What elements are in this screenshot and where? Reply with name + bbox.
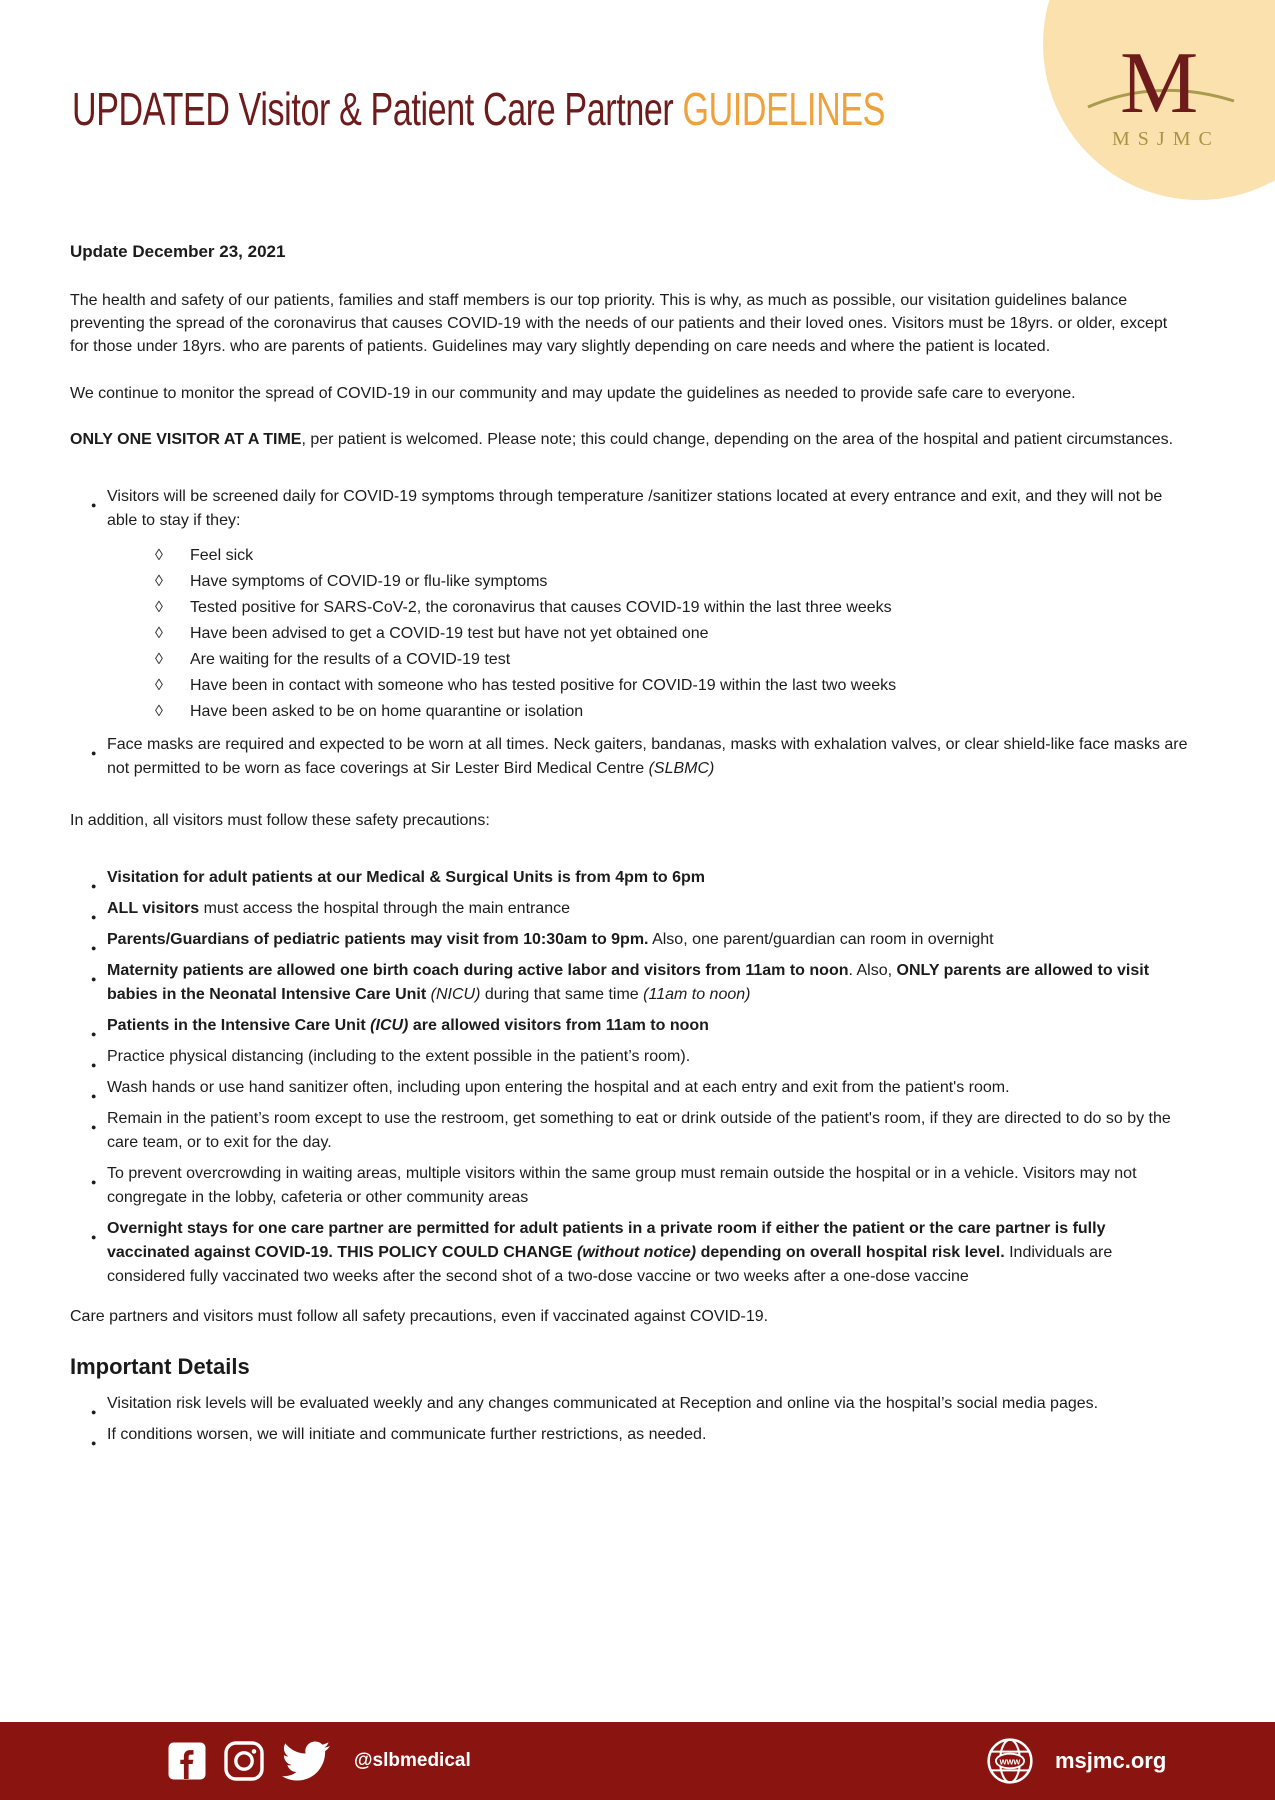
screening-bullet-list	[70, 485, 1190, 533]
text-run: Practice physical distancing (including to the extent possible in the patient’s room).	[107, 1048, 691, 1065]
intro-paragraph-1: The health and safety of our patients, families and staff members is our top priority. This is why, as much as possible, our visitation guidelines balance preventing the spread of the coronavirus that causes COVID-19 with the needs of our patients and their loved ones. Visitors must be 18yrs. or older, except for those under 18yrs. who are parents of patients. Guidelines may vary slightly depending on care needs and where the patient is located.	[70, 292, 1168, 355]
text-run: Remain in the patient’s room except to use the restroom, get something to eat or drink outside of the patient's room, if they are directed to do so by the care team, or to exit for the day.	[107, 1110, 1171, 1151]
page-title-main: UPDATED Visitor & Patient Care Partner	[72, 83, 683, 135]
list-item	[70, 897, 1190, 921]
page-title	[72, 84, 885, 135]
text-run: during that same time	[480, 986, 644, 1003]
website-link-group	[985, 1736, 1166, 1786]
list-item: ● Visitation risk levels will be evaluated weekly and any changes communicated at Reception and online via the hospital’s social media pages.	[70, 1392, 1190, 1416]
document-header	[0, 0, 1275, 200]
text-run: (ICU)	[370, 1017, 409, 1034]
list-item: ◊ Have symptoms of COVID-19 or flu-like symptoms	[70, 569, 1190, 595]
globe-www-label: www	[999, 1756, 1021, 1767]
text-run: Maternity patients are allowed one birth coach during active labor and visitors from 11am to noon	[107, 962, 849, 979]
text-run: Also, one parent/guardian can room in overnight	[648, 931, 994, 948]
list-item: ◊ Are waiting for the results of a COVID-19 test	[70, 647, 1190, 673]
care-partners-note: Care partners and visitors must follow all safety precautions, even if vaccinated against COVID-19.	[70, 1308, 769, 1325]
website-url[interactable]: msjmc.org	[1055, 1748, 1167, 1773]
social-links	[168, 1741, 471, 1781]
update-date-heading: Update December 23, 2021	[70, 242, 286, 261]
list-item	[70, 1107, 1190, 1155]
text-run: Face masks are required and expected to be worn at all times. Neck gaiters, bandanas, masks with exhalation valves, or clear shield-like face masks are not permitted to be worn as face coverings at Sir Lester Bird Medical Centre	[107, 736, 1188, 777]
one-visitor-policy-paragraph	[70, 428, 1190, 451]
screening-bullet: ● Visitors will be screened daily for COVID-19 symptoms through temperature /sanitizer stations located at every entrance and exit, and they will not be able to stay if they:	[70, 485, 1190, 533]
text-run: (11am to noon)	[643, 986, 751, 1003]
text-run: Wash hands or use hand sanitizer often, including upon entering the hospital and at each entry and exit from the patient's room.	[107, 1079, 1010, 1096]
important-details-heading: Important Details	[70, 1354, 250, 1379]
text-run: depending on overall hospital risk level.	[696, 1244, 1005, 1261]
text-run: ALL visitors	[107, 900, 200, 917]
text-run: (without notice)	[577, 1244, 697, 1261]
precautions-intro: In addition, all visitors must follow these safety precautions:	[70, 812, 490, 829]
text-run: are allowed visitors from 11am to noon	[408, 1017, 709, 1034]
text-run: . Also,	[848, 962, 897, 979]
mask-policy-list	[70, 733, 1190, 781]
list-item: ● If conditions worsen, we will initiate and communicate further restrictions, as needed.	[70, 1423, 1190, 1447]
instagram-icon[interactable]	[224, 1741, 264, 1781]
text-run: , per patient is welcomed. Please note; this could change, depending on the area of the hospital and patient circumstances.	[301, 431, 1174, 448]
list-item	[70, 866, 1190, 890]
msjmc-logo-text: MSJMC	[1112, 128, 1220, 150]
list-item	[70, 1217, 1190, 1289]
document-body	[0, 200, 1275, 1722]
list-item: ◊ Have been asked to be on home quarantine or isolation	[70, 699, 1190, 725]
list-item	[70, 959, 1190, 1007]
msjmc-monogram: M	[1120, 35, 1199, 132]
text-run: (NICU)	[430, 986, 481, 1003]
text-run: ONLY ONE VISITOR AT A TIME	[70, 431, 302, 448]
precautions-list	[70, 866, 1190, 1289]
globe-icon[interactable]	[985, 1736, 1035, 1786]
list-item: ◊ Tested positive for SARS-CoV-2, the coronavirus that causes COVID-19 within the last three weeks	[70, 595, 1190, 621]
text-run: Individuals are considered fully vaccinated two weeks after the second shot of a two-dose vaccine or two weeks after a one-dose vaccine	[107, 1244, 1113, 1285]
page-footer	[0, 1722, 1275, 1800]
list-item: ◊ Feel sick	[70, 543, 1190, 569]
text-run: Parents/Guardians of pediatric patients may visit from 10:30am to 9pm.	[107, 931, 649, 948]
text-run: ONLY parents are allowed to visit babies in the Neonatal Intensive Care Unit	[107, 962, 1150, 1003]
text-run: Overnight stays for one care partner are permitted for adult patients in a private room if either the patient or the care partner is fully vaccinated against COVID-19. THIS POLICY COULD CHANGE	[107, 1220, 1106, 1261]
important-details-list	[70, 1392, 1190, 1447]
list-item	[70, 1162, 1190, 1210]
facebook-icon[interactable]	[168, 1742, 206, 1780]
list-item	[70, 1045, 1190, 1069]
twitter-icon[interactable]	[282, 1741, 330, 1781]
page-title-accent: GUIDELINES	[682, 83, 885, 135]
text-run: To prevent overcrowding in waiting areas, multiple visitors within the same group must remain outside the hospital or in a vehicle. Visitors may not congregate in the lobby, cafeteria or other community areas	[107, 1165, 1137, 1206]
list-item: ◊ Have been advised to get a COVID-19 test but have not yet obtained one	[70, 621, 1190, 647]
screening-symptom-list	[70, 543, 1190, 725]
text-run: Patients in the Intensive Care Unit	[107, 1017, 371, 1034]
list-item	[70, 1014, 1190, 1038]
mask-policy-bullet	[70, 733, 1190, 781]
text-run: (SLBMC)	[648, 760, 715, 777]
intro-paragraph-2: We continue to monitor the spread of COVID-19 in our community and may update the guidelines as needed to provide safe care to everyone.	[70, 385, 1076, 402]
list-item	[70, 1076, 1190, 1100]
text-run: must access the hospital through the main entrance	[199, 900, 571, 917]
social-handle[interactable]: @slbmedical	[354, 1750, 471, 1771]
list-item: ◊ Have been in contact with someone who has tested positive for COVID-19 within the last two weeks	[70, 673, 1190, 699]
list-item	[70, 928, 1190, 952]
text-run: Visitation for adult patients at our Medical & Surgical Units is from 4pm to 6pm	[107, 869, 706, 886]
